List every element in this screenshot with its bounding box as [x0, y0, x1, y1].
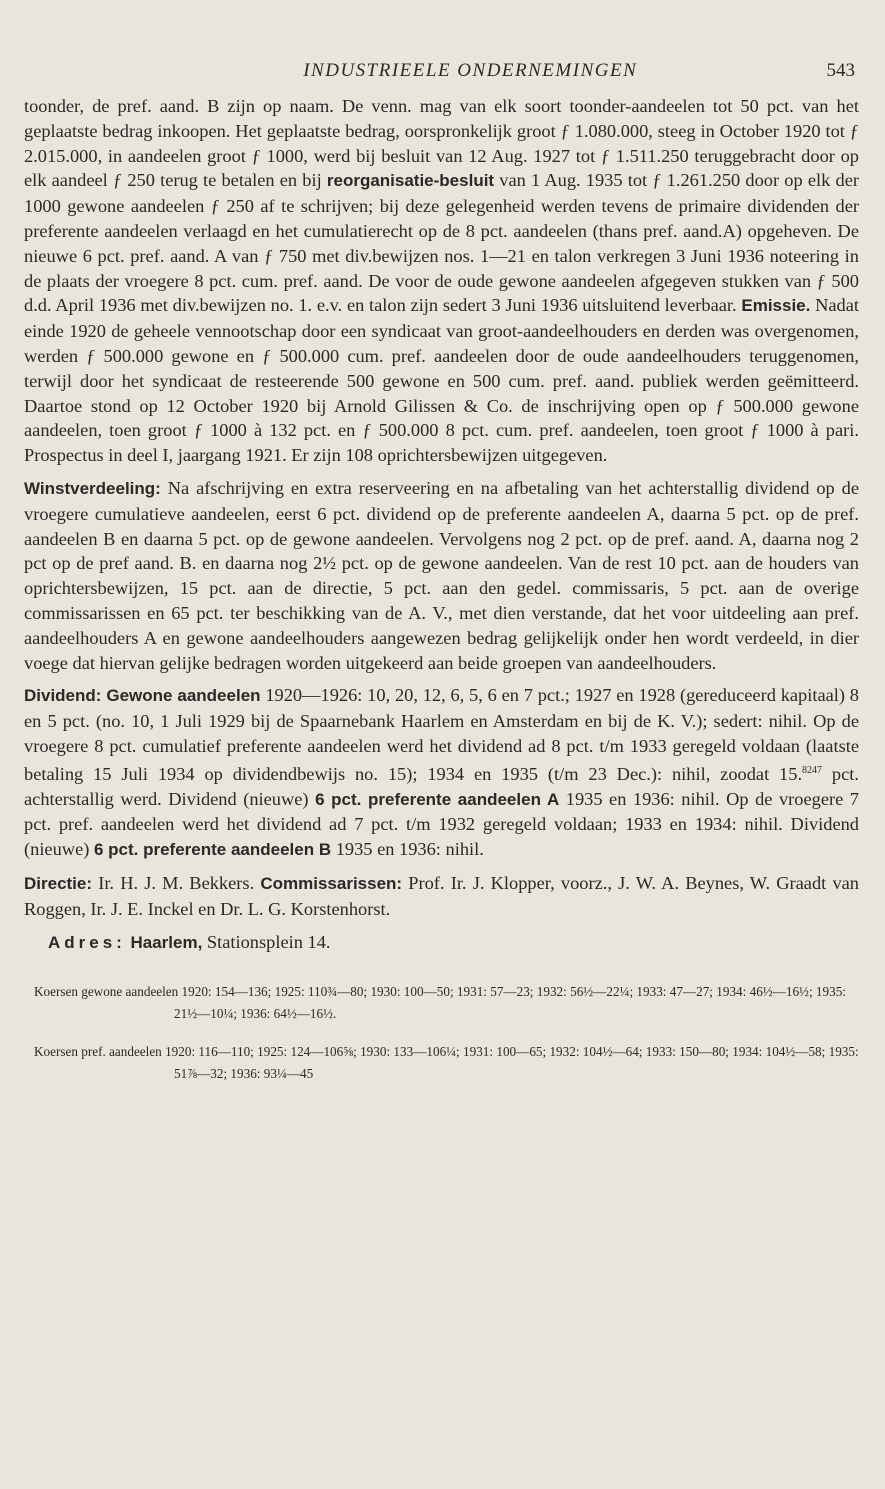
section-heading: Directie:: [24, 874, 93, 894]
page-number: 543: [826, 60, 855, 81]
section-heading: Winstverdeeling:: [24, 478, 161, 498]
address-label: Adres:: [48, 932, 126, 952]
bold-term: Emissie.: [741, 296, 811, 316]
address-line: [24, 930, 859, 956]
bold-term: 6 pct. preferente aandeelen A: [315, 789, 560, 809]
page-header: [24, 60, 859, 94]
paragraph-dividend: Dividend: Gewone aandeelen 1920—1926: 10, 20, 12, 6, 5, 6 en 7 pct.; 1927 en 1928 (gereduceerd kapitaal) 8 en 5 pct. (no. 10, 1 Juli 1929 bij de Spaarnebank Haarlem en Amsterdam en bij de K. V.); sedert: nihil. Op de vroegere 8 pct. cumulatief preferente aandeelen werd het dividend ad 8 pct. t/m 1933 geregeld voldaan (laatste betaling 15 Juli 1934 op dividendbewijs no. 15); 1934 en 1935 (t/m 23 Dec.): nihil, zoodat 15.$^{8247}$ pct. achterstallig werd. Dividend (nieuwe) 6 pct. preferente aandeelen A 1935 en 1936: nihil. Op de vroegere 7 pct. pref. aandeelen werd het dividend ad 7 pct. t/m 1932 geregeld voldaan; 1933 en 1934: nihil. Dividend (nieuwe) 6 pct. preferente aandeelen B 1935 en 1936: nihil.: [24, 685, 860, 860]
address-street: Stationsplein 14.: [202, 931, 331, 952]
koersen-gewone: Koersen gewone aandeelen 1920: 154—136; 1925: 110¾—80; 1930: 100—50; 1931: 57—23; 1932: 56½—22¼; 1933: 47—27; 1934: 46½—16½; 1935: 21½—10¼; 1936: 64½—16½.: [34, 984, 846, 1022]
section-heading: Dividend: Gewone aandeelen: [24, 686, 261, 706]
bold-term: 6 pct. preferente aandeelen B: [93, 840, 332, 860]
address-city: Haarlem,: [130, 932, 203, 952]
paragraph-capital: toonder, de pref. aand. B zijn op naam. De venn. mag van elk soort toonder-aandeelen tot 50 pct. van het geplaatste bedrag inkoopen. Het geplaatste bedrag, oorspronkelijk groot ƒ 1.080.000, steeg in October 1920 tot ƒ 2.015.000, in aandeelen groot ƒ 1000, werd bij besluit van 12 Aug. 1927 tot ƒ 1.511.250 teruggebracht door op elk aandeel ƒ 250 terug te betalen en bij reorganisatie-besluit van 1 Aug. 1935 tot ƒ 1.261.250 door op elk der 1000 gewone aandeelen ƒ 250 af te schrijven; bij deze gelegenheid werden tevens de primaire dividenden der preferente aandeelen verlaagd en het cumulatierecht op de 8 pct. aandeelen (thans pref. aand.A) opgeheven. De nieuwe 6 pct. pref. aand. A van ƒ 750 met div.bewijzen nos. 1—21 en talon verkregen 3 Juni 1936 noteering in de plaats der vroegere 8 pct. cum. pref. aand. De voor de oude gewone aandeelen afgegeven stukken van ƒ 500 d.d. April 1936 met div.bewijzen no. 1. e.v. en talon zijn sedert 3 Juni 1936 uitsluitend leverbaar. Emissie. Nadat einde 1920 de geheele vennootschap door een syndicaat van groot-aandeelhouders en derden was overgenomen, werden ƒ 500.000 gewone en ƒ 500.000 cum. pref. aandeelen door de oude aandeelhouders teruggenomen, terwijl door het syndicaat de resteerende 500 gewone en 500 cum. pref. aand. publiek werden geëmitteerd. Daartoe stond op 12 October 1920 bij Arnold Gilissen & Co. de inschrijving open op ƒ 500.000 gewone aandeelen, toen groot ƒ 1000 à 132 pct. en ƒ 500.000 8 pct. cum. pref. aandeelen, toen groot ƒ 1000 à pari. Prospectus in deel I, jaargang 1921. Er zijn 108 oprichtersbewijzen uitgegeven.: [24, 96, 859, 466]
koersen-pref: Koersen pref. aandeelen 1920: 116—110; 1925: 124—106⅝; 1930: 133—106¼; 1931: 100—65; 1932: 104½—64; 1933: 150—80; 1934: 104½—58; 1935: 51⅞—32; 1936: 93¼—45: [34, 1044, 859, 1082]
paragraph-winstverdeeling: Winstverdeeling: Na afschrijving en extra reserveering en na afbetaling van het achterstallig dividend op de vroegere cumulatieve aandeelen, eerst 6 pct. dividend op de preferente aandeelen A, daarna 5 pct. op de pref. aandeelen B en daarna 5 pct. op de gewone aandeelen. Vervolgens nog 2 pct. op de pref. aand. A, daarna nog 2 pct op de pref aand. B. en daarna nog 2½ pct. op de gewone aandeelen. Van de rest 10 pct. aan de houders van oprichtersbewijzen, 15 pct. aan de directie, 5 pct. aan den gedel. commissaris, 5 pct. aan de overige commissarissen en 65 pct. ter beschikking van de A. V., met dien verstande, dat het voor uitdeeling aan pref. aandeelhouders A en gewone aandeelhouders aangewezen bedrag gelijkelijk onder hen wordt verdeeld, in dier voege dat hiervan gelijke bedragen worden uitgekeerd aan beide groepen van aandeelhouders.: [24, 477, 859, 673]
bold-term: reorganisatie-besluit: [326, 171, 495, 191]
paragraph-directie: Directie: Ir. H. J. M. Bekkers. Commissarissen: Prof. Ir. J. Klopper, voorz., J. W. A. Beynes, W. Graadt van Roggen, Ir. J. E. Inckel en Dr. L. G. Korstenhorst.: [24, 873, 859, 919]
superscript: 8247: [802, 764, 823, 776]
section-heading: Commissarissen:: [260, 874, 403, 894]
running-title: INDUSTRIEELE ONDERNEMINGEN: [303, 60, 638, 81]
